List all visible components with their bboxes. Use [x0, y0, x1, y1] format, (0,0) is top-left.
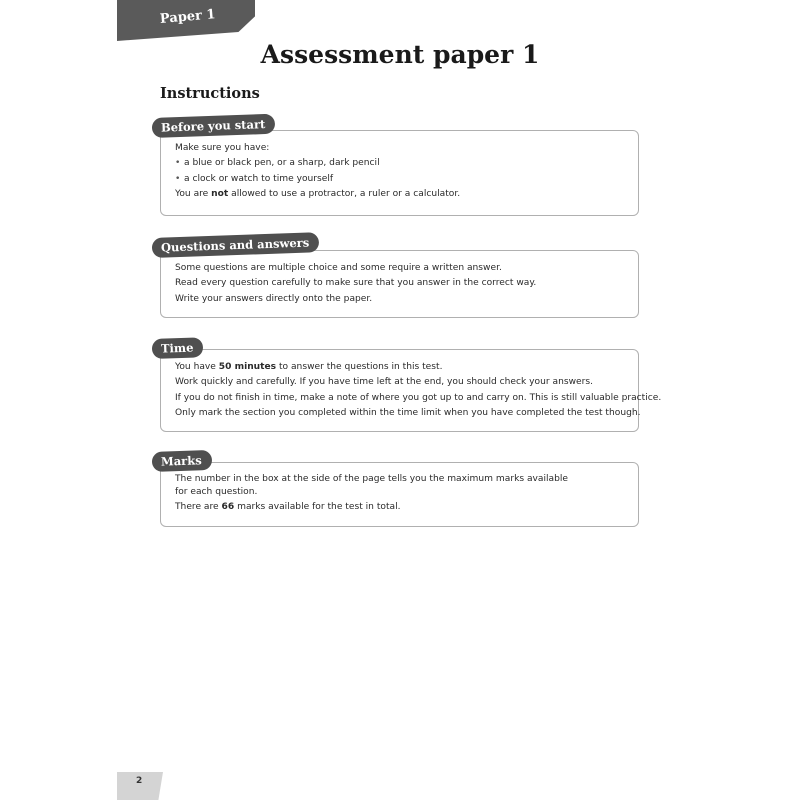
instruction-line: Read every question carefully to make sure that you answer in the correct way. [175, 278, 537, 289]
bold-text: 50 minutes [218, 362, 277, 372]
instruction-line: If you do not finish in time, make a note of where you got up to and carry on. This is still valuable practice. [175, 392, 662, 403]
text-run: You have [175, 362, 219, 372]
section-before-you-start [160, 118, 639, 216]
section-questions-and-answers [160, 235, 639, 318]
page-number: 2 [136, 776, 143, 786]
page-title: Assessment paper 1 [260, 40, 540, 69]
section-box [160, 349, 662, 432]
text-run: You are [175, 188, 212, 199]
instructions-heading: Instructions [160, 85, 260, 102]
instruction-line: Only mark the section you completed within the time limit when you have completed the test though. [175, 407, 641, 418]
section-label: Questions and answers [152, 232, 320, 258]
bullet-item: • a clock or watch to time yourself [175, 172, 624, 187]
instruction-line: Some questions are multiple choice and some require a written answer. [175, 263, 502, 273]
section-label: Time [152, 337, 204, 359]
text-run: to answer the questions in this test. [276, 362, 443, 372]
bullet-item: • a blue or black pen, or a sharp, dark pencil [175, 156, 624, 171]
bold-text: 66 [221, 502, 235, 512]
instruction-line [175, 360, 624, 375]
instruction-line: Work quickly and carefully. If you have time left at the end, you should check your answers. [175, 377, 593, 388]
section-box [160, 462, 639, 527]
bold-text: not [211, 188, 229, 199]
instruction-line: The number in the box at the side of the page tells you the maximum marks available for each question. [175, 474, 569, 497]
instruction-line [175, 187, 624, 202]
instruction-line: Make sure you have: [175, 143, 270, 153]
section-box [160, 250, 639, 318]
section-box [160, 130, 639, 216]
text-run: There are [175, 502, 222, 512]
paper-tab-label: Paper 1 [159, 7, 217, 27]
text-run: allowed to use a protractor, a ruler or a calculator. [228, 188, 461, 199]
section-label: Marks [152, 450, 212, 472]
instruction-line [175, 500, 624, 515]
section-label: Before you start [152, 114, 276, 138]
section-marks [160, 452, 639, 527]
section-time [160, 339, 662, 432]
instruction-line: Write your answers directly onto the paper. [175, 293, 373, 304]
text-run: marks available for the test in total. [234, 502, 401, 512]
